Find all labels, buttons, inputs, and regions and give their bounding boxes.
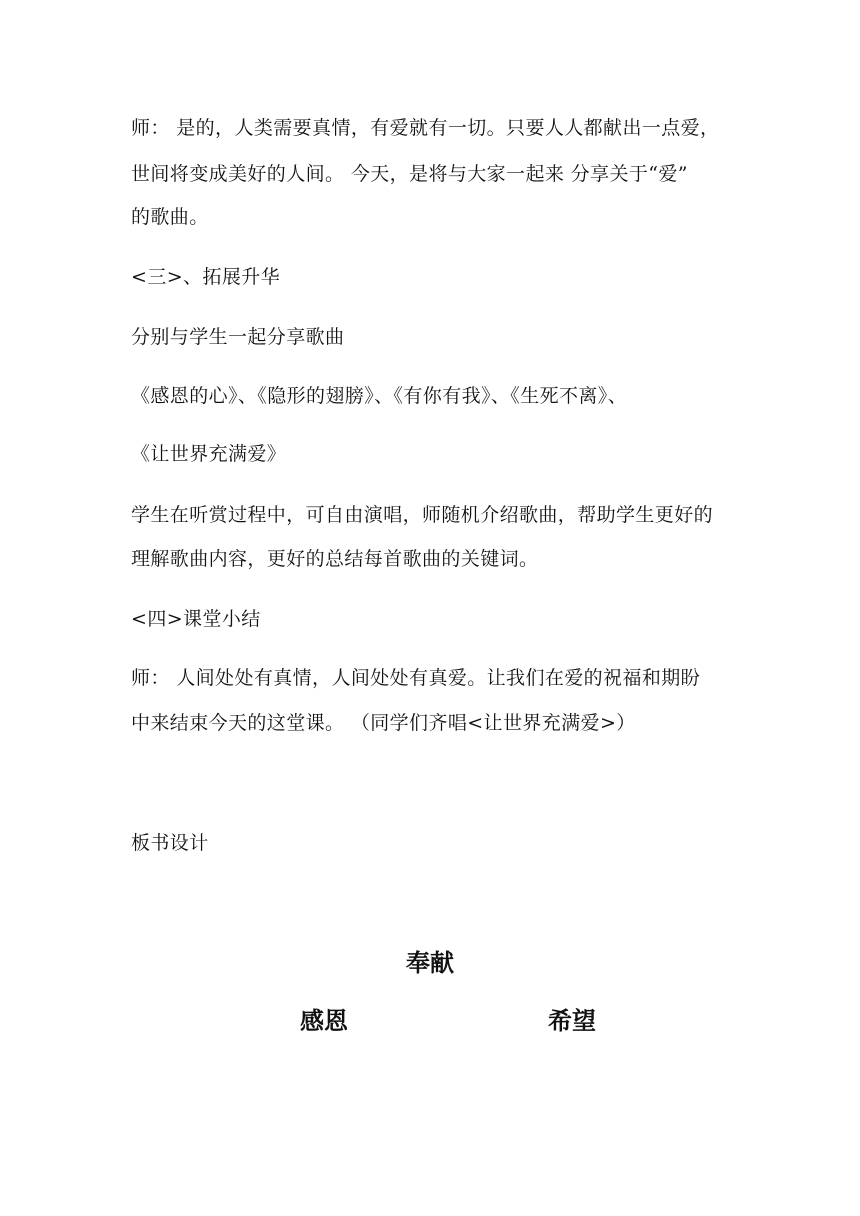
board-word-right: 希望 xyxy=(548,1007,596,1035)
song-list-line-1: 《感恩的心》、《隐形的翅膀》、《有你有我》、《生死不离》、 xyxy=(131,385,628,407)
board-word-top: 奉献 xyxy=(406,949,454,977)
teacher-line-2b: 中来结束今天的这堂课。 （同学们齐唱<让世界充满爱>） xyxy=(131,712,636,734)
share-songs-text: 分别与学生一起分享歌曲 xyxy=(131,326,345,348)
teacher-line-1a: 师： 是的，人类需要真情，有爱就有一切。只要人人都献出一点爱， xyxy=(131,117,720,139)
board-design-heading: 板书设计 xyxy=(131,832,209,854)
section-3-heading: <三>、拓展升华 xyxy=(131,266,281,288)
teacher-line-1c: 的歌曲。 xyxy=(131,206,209,228)
teacher-line-2a: 师： 人间处处有真情，人间处处有真爱。让我们在爱的祝福和期盼 xyxy=(131,667,701,689)
teacher-line-1b: 世间将变成美好的人间。 今天，是将与大家一起来 分享关于“爱” xyxy=(131,163,688,185)
song-list-line-2: 《让世界充满爱》 xyxy=(131,443,287,465)
students-line-1: 学生在听赏过程中，可自由演唱，师随机介绍歌曲，帮助学生更好的 xyxy=(131,504,714,526)
students-line-2: 理解歌曲内容，更好的总结每首歌曲的关键词。 xyxy=(131,548,539,570)
section-4-heading: <四>课堂小结 xyxy=(131,608,261,630)
board-word-left: 感恩 xyxy=(300,1007,348,1035)
